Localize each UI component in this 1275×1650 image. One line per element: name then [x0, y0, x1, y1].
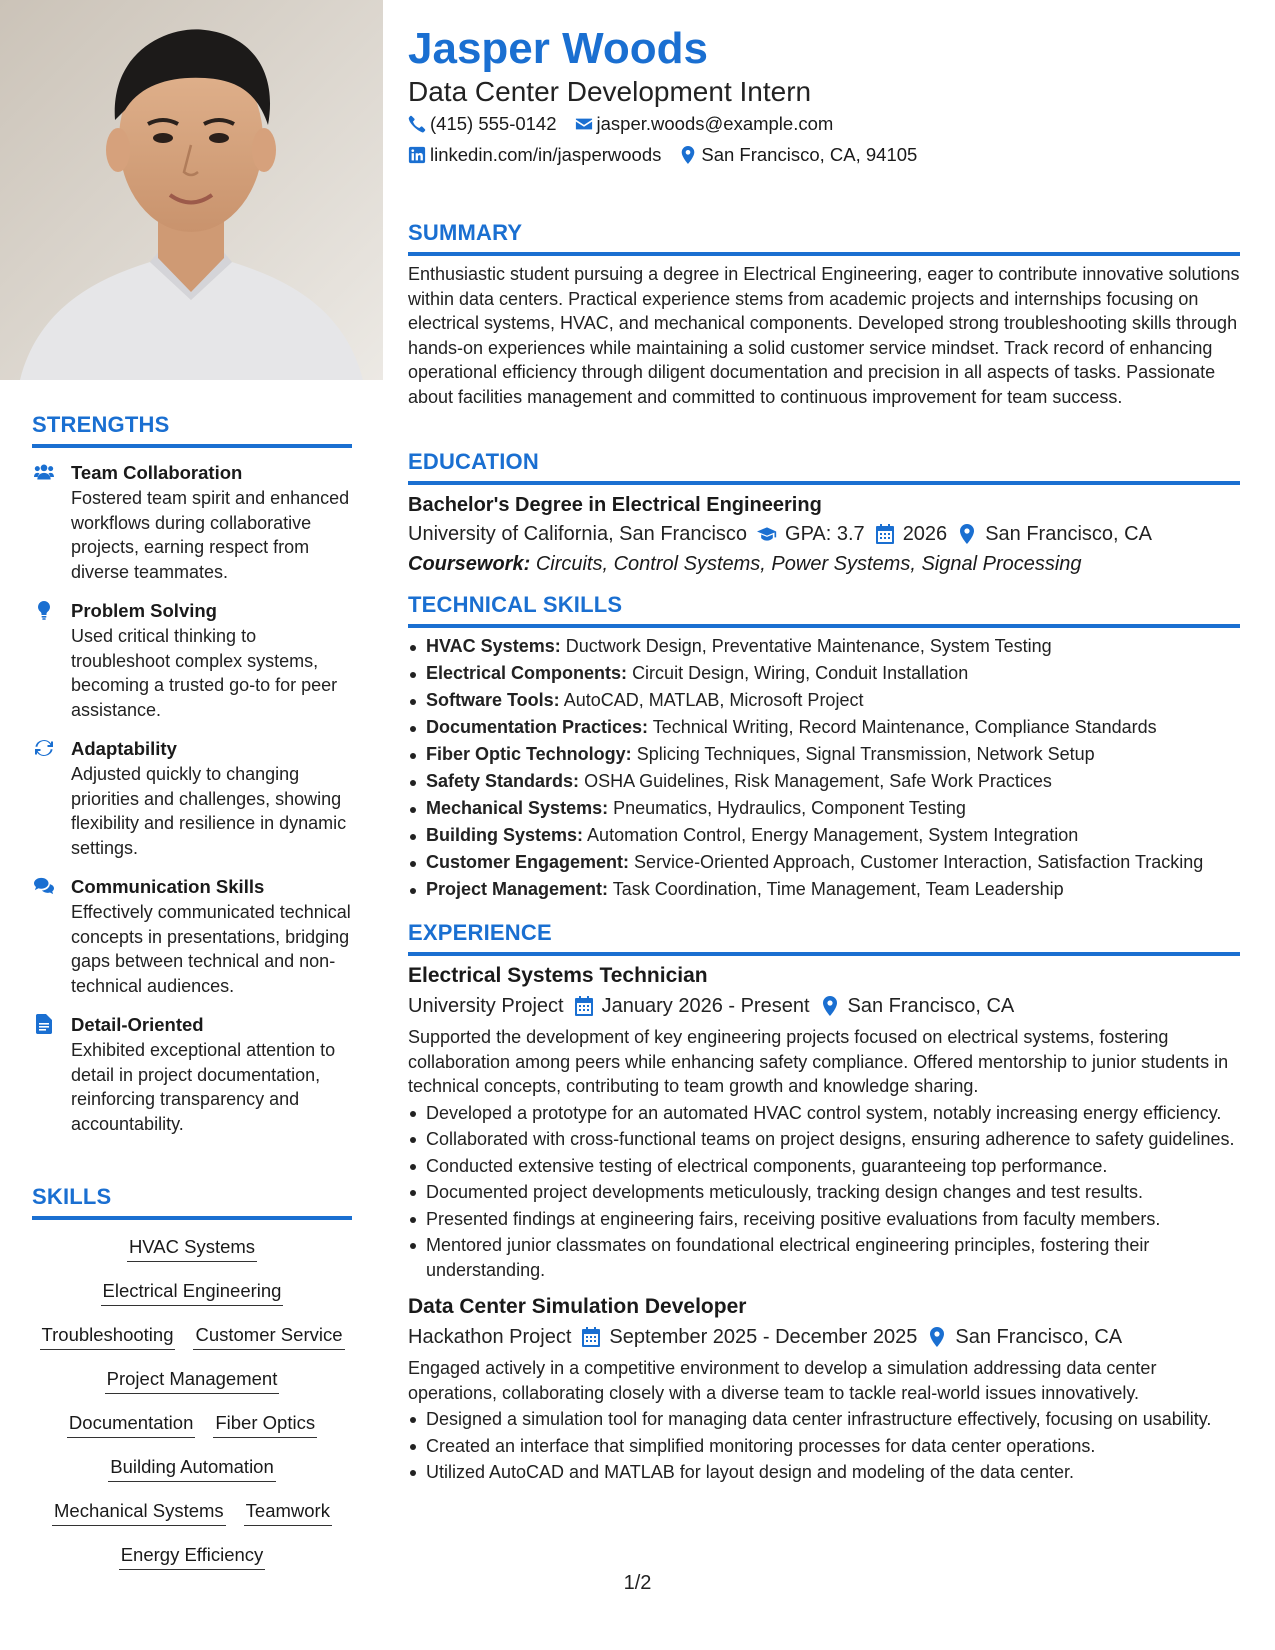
list-item: Documentation Practices: Technical Writing, Record Maintenance, Compliance Standards [408, 714, 1240, 741]
section-divider [408, 481, 1240, 485]
list-item: Fiber Optic Technology: Splicing Techniques, Signal Transmission, Network Setup [408, 741, 1240, 768]
technical-skills-list [408, 633, 1240, 903]
list-item: Presented findings at engineering fairs, receiving positive evaluations from faculty members. [408, 1207, 1240, 1232]
skill-tag: HVAC Systems [127, 1234, 257, 1262]
envelope-icon [575, 115, 593, 133]
strengths-heading: STRENGTHS [32, 412, 170, 437]
calendar-icon [875, 524, 895, 544]
strength-description: Effectively communicated technical concepts in presentations, bridging gaps between technical and non-technical audiences. [71, 902, 351, 996]
summary-heading: SUMMARY [408, 220, 523, 245]
candidate-name: Jasper Woods [408, 24, 708, 73]
list-item: Conducted extensive testing of electrical components, guaranteeing top performance. [408, 1154, 1240, 1179]
list-item: Safety Standards: OSHA Guidelines, Risk Management, Safe Work Practices [408, 768, 1240, 795]
document-icon [32, 1014, 56, 1034]
linkedin-contact[interactable] [408, 144, 661, 166]
experience-section [408, 920, 1240, 1485]
education-meta [408, 519, 1240, 549]
edu-location-item [957, 519, 1152, 549]
strength-item [32, 736, 352, 860]
coursework-label: Coursework: [408, 553, 531, 575]
list-item: Building Systems: Automation Control, Energy Management, System Integration [408, 822, 1240, 849]
gpa-item [757, 519, 865, 549]
list-item: Designed a simulation tool for managing data center infrastructure effectively, focusing on usability. [408, 1407, 1240, 1432]
job-location-item [820, 991, 1015, 1021]
map-pin-icon [679, 146, 697, 164]
phone-text: (415) 555-0142 [430, 113, 557, 134]
strength-item [32, 598, 352, 722]
year-item [875, 519, 948, 549]
strength-item [32, 460, 352, 584]
job-org: Hackathon Project [408, 1326, 572, 1348]
list-item: Utilized AutoCAD and MATLAB for layout design and modeling of the data center. [408, 1460, 1240, 1485]
gpa-text: GPA: 3.7 [785, 523, 865, 545]
list-item: Mentored junior classmates on foundational electrical engineering principles, fostering their understanding. [408, 1233, 1240, 1282]
graduation-cap-icon [757, 524, 777, 544]
job-org: University Project [408, 995, 564, 1017]
skill-tag: Teamwork [244, 1498, 332, 1526]
strength-description: Adjusted quickly to changing priorities and challenges, showing flexibility and resilience in dynamic settings. [71, 764, 347, 858]
job-summary: Supported the development of key engineering projects focused on electrical systems, fostering collaboration among peers while enhancing safety compliance. Offered mentorship to junior students in technical concepts, contributing to team growth and knowledge sharing. [408, 1027, 1229, 1096]
strength-title: Communication Skills [71, 876, 265, 897]
strength-title: Detail-Oriented [71, 1014, 204, 1035]
skill-tag: Electrical Engineering [101, 1278, 284, 1306]
experience-heading: EXPERIENCE [408, 920, 552, 945]
job-bullets [408, 1101, 1240, 1283]
comments-icon [32, 876, 56, 896]
job-location: San Francisco, CA [847, 995, 1015, 1017]
summary-text: Enthusiastic student pursuing a degree in Electrical Engineering, eager to contribute innovative solutions within data centers. Practical experience stems from academic projects and internships focusing on electrical systems, HVAC, and mechanical components. Developed strong troubleshooting skills through hands-on experiences while maintaining a solid customer service mindset. Track record of enhancing operational efficiency through diligent documentation and precision in all aspects of tasks. Passionate about facilities management and committed to continuous improvement for team success. [408, 264, 1240, 407]
map-pin-icon [820, 996, 840, 1016]
page-number: 1/2 [623, 1572, 652, 1594]
summary-section [408, 220, 1240, 409]
calendar-icon [574, 996, 594, 1016]
skill-tag: Troubleshooting [40, 1322, 176, 1350]
strength-title: Team Collaboration [71, 462, 243, 483]
list-item: Electrical Components: Circuit Design, Wiring, Conduit Installation [408, 660, 1240, 687]
strength-title: Problem Solving [71, 600, 217, 621]
degree-title: Bachelor's Degree in Electrical Engineering [408, 494, 822, 516]
skill-tag: Mechanical Systems [52, 1498, 226, 1526]
skill-tag: Fiber Optics [213, 1410, 317, 1438]
strength-title: Adaptability [71, 738, 177, 759]
email-contact[interactable] [575, 113, 834, 135]
email-text: jasper.woods@example.com [596, 113, 834, 134]
location-contact [679, 144, 917, 166]
skill-tag: Customer Service [193, 1322, 344, 1350]
job-title: Electrical Systems Technician [408, 964, 708, 987]
job-location-item [927, 1322, 1122, 1352]
map-pin-icon [927, 1327, 947, 1347]
section-divider [408, 952, 1240, 956]
section-divider [408, 624, 1240, 628]
technical-skills-section [408, 592, 1240, 903]
job-location: San Francisco, CA [955, 1326, 1123, 1348]
year-text: 2026 [902, 523, 948, 545]
strengths-section [32, 412, 352, 1136]
coursework-text: Circuits, Control Systems, Power Systems, Signal Processing [535, 553, 1082, 575]
job-dates-item [581, 1322, 917, 1352]
calendar-icon [581, 1327, 601, 1347]
strength-description: Fostered team spirit and enhanced workflows during collaborative projects, earning respect from diverse teammates. [71, 488, 350, 582]
section-divider [408, 252, 1240, 256]
profile-photo [0, 0, 383, 380]
education-heading: EDUCATION [408, 449, 539, 474]
skill-tag: Project Management [105, 1366, 280, 1394]
strength-item [32, 1012, 352, 1136]
section-divider [32, 444, 352, 448]
users-icon [32, 462, 56, 482]
phone-contact[interactable] [408, 113, 557, 135]
list-item: HVAC Systems: Ductwork Design, Preventative Maintenance, System Testing [408, 633, 1240, 660]
skills-tag-list [32, 1234, 352, 1570]
skill-tag: Building Automation [108, 1454, 276, 1482]
technical-skills-heading: TECHNICAL SKILLS [408, 592, 623, 617]
skills-heading: SKILLS [32, 1184, 112, 1209]
job-dates-item [574, 991, 810, 1021]
phone-icon [408, 115, 426, 133]
job-title: Data Center Simulation Developer [408, 1295, 747, 1318]
list-item: Mechanical Systems: Pneumatics, Hydraulics, Component Testing [408, 795, 1240, 822]
contact-row [408, 144, 917, 166]
list-item: Software Tools: AutoCAD, MATLAB, Microsoft Project [408, 687, 1240, 714]
job-meta [408, 1322, 1240, 1352]
list-item: Collaborated with cross-functional teams on project designs, ensuring adherence to safety guidelines. [408, 1127, 1240, 1152]
list-item: Documented project developments meticulously, tracking design changes and test results. [408, 1180, 1240, 1205]
list-item: Customer Engagement: Service-Oriented Approach, Customer Interaction, Satisfaction Tracking [408, 849, 1240, 876]
job-dates: September 2025 - December 2025 [609, 1326, 918, 1348]
section-divider [32, 1216, 352, 1220]
contact-row [408, 113, 833, 135]
job-summary: Engaged actively in a competitive environment to develop a simulation addressing data center operations, collaborating closely with a diverse team to tackle real-world issues innovatively. [408, 1358, 1157, 1403]
location-text: San Francisco, CA, 94105 [701, 144, 918, 165]
strength-item [32, 874, 352, 998]
skill-tag: Documentation [67, 1410, 195, 1438]
school-name: University of California, San Francisco [408, 523, 748, 545]
job-meta [408, 991, 1240, 1021]
job-dates: January 2026 - Present [601, 995, 810, 1017]
job-bullets [408, 1407, 1240, 1485]
left-column [0, 0, 383, 1650]
lightbulb-icon [32, 600, 56, 620]
job-entry [408, 1292, 1240, 1485]
list-item: Created an interface that simplified monitoring processes for data center operations. [408, 1434, 1240, 1459]
job-entry [408, 961, 1240, 1282]
sync-icon [32, 738, 56, 758]
list-item: Project Management: Task Coordination, Time Management, Team Leadership [408, 876, 1240, 903]
education-section [408, 449, 1240, 579]
skill-tag: Energy Efficiency [119, 1542, 266, 1570]
strength-description: Used critical thinking to troubleshoot complex systems, becoming a trusted go-to for peer assistance. [71, 626, 338, 720]
coursework-line [408, 549, 1240, 579]
candidate-role: Data Center Development Intern [408, 76, 812, 107]
linkedin-text: linkedin.com/in/jasperwoods [430, 144, 662, 165]
linkedin-icon [408, 146, 426, 164]
list-item: Developed a prototype for an automated HVAC control system, notably increasing energy efficiency. [408, 1101, 1240, 1126]
map-pin-icon [957, 524, 977, 544]
skills-section [32, 1184, 352, 1570]
strength-description: Exhibited exceptional attention to detail in project documentation, reinforcing transparency and accountability. [71, 1040, 336, 1134]
edu-location-text: San Francisco, CA [985, 523, 1152, 545]
